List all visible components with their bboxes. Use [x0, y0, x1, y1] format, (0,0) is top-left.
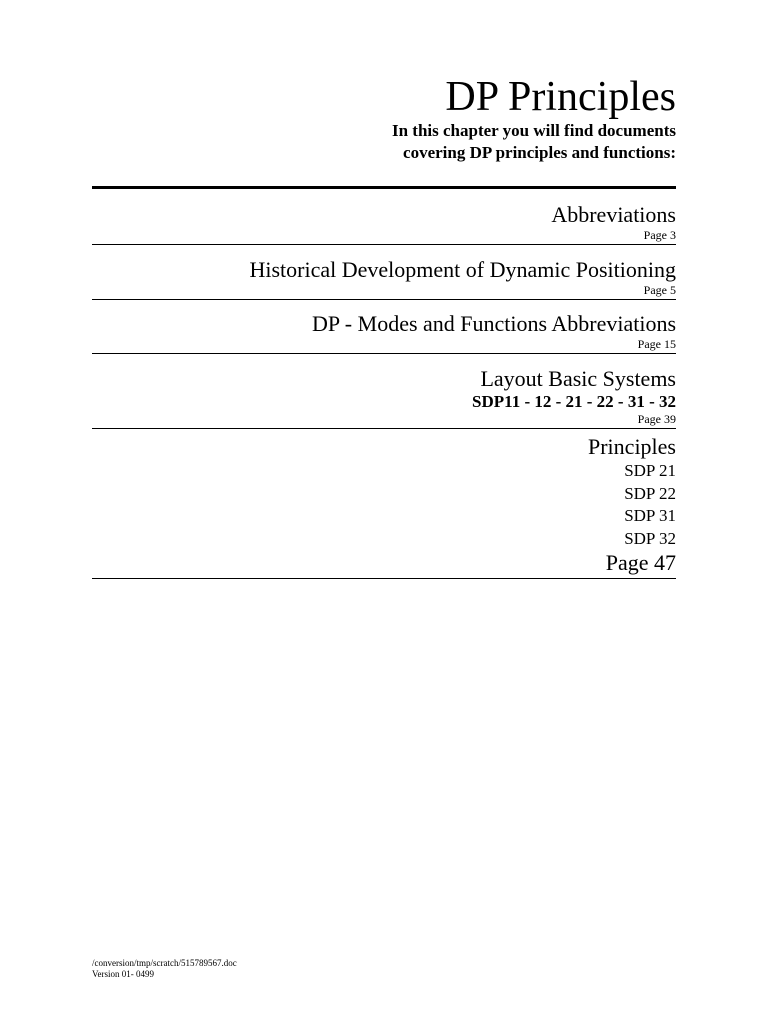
chapter-title: DP Principles [445, 74, 676, 120]
header-divider [92, 186, 676, 189]
toc-entry-title: Historical Development of Dynamic Positioning [249, 257, 676, 282]
toc-entry-page: Page 47 [605, 550, 676, 575]
toc-entry-page: Page 3 [643, 228, 676, 242]
toc-entry-page: Page 39 [637, 412, 676, 426]
toc-entry-item: SDP 22 [624, 483, 676, 503]
toc-entry-abbreviations[interactable] [92, 202, 676, 245]
toc-entry-subtitle: SDP11 - 12 - 21 - 22 - 31 - 32 [472, 392, 676, 411]
toc-entry-layout-basic-systems[interactable] [92, 366, 676, 429]
footer-version: Version 01- 0499 [92, 969, 154, 979]
toc-entry-title: Layout Basic Systems [480, 366, 676, 391]
chapter-intro [92, 120, 676, 164]
intro-line-2: covering DP principles and functions: [403, 143, 676, 162]
intro-line-1: In this chapter you will find documents [391, 121, 676, 140]
toc-entry-principles[interactable] [92, 434, 676, 579]
toc-entry-item: SDP 31 [624, 506, 676, 525]
footer-file-path: /conversion/tmp/scratch/515789567.doc [92, 958, 237, 968]
page-footer [92, 958, 237, 980]
toc-entry-title: Abbreviations [551, 202, 676, 227]
toc-entry-item: SDP 32 [624, 528, 676, 548]
toc-entry-title: Principles [588, 434, 676, 459]
toc-entry-title: DP - Modes and Functions Abbreviations [312, 311, 676, 336]
toc-entry-page: Page 5 [643, 283, 676, 297]
document-page [92, 0, 676, 1024]
toc-entry-page: Page 15 [637, 337, 676, 351]
toc-entry-historical-development[interactable] [92, 257, 676, 300]
toc-entry-item: SDP 21 [624, 461, 676, 480]
toc-entry-dp-modes[interactable] [92, 311, 676, 354]
